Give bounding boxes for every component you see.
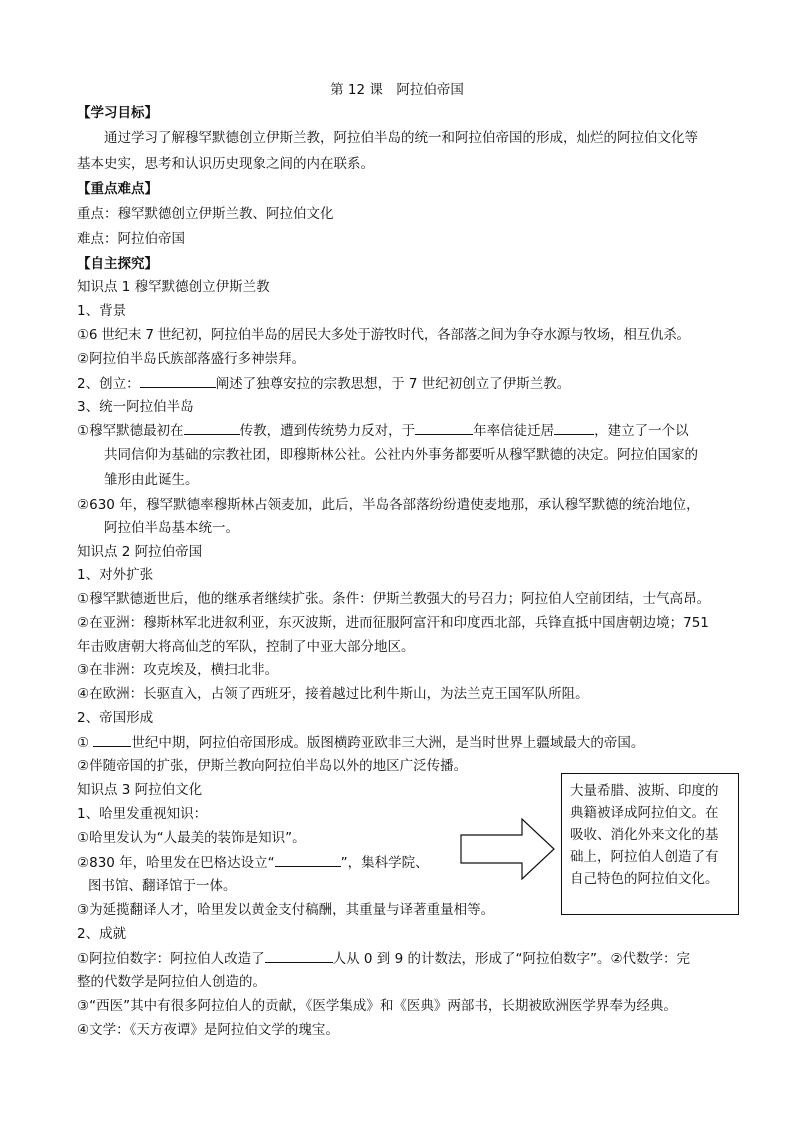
k3-section-2: 2、成就 — [77, 926, 127, 942]
k1-section-2-label: 2、创立： — [77, 376, 140, 392]
k1-paragraph-3: ①穆罕默德最初在 传教，遭到传统势力反对，于 年率信徒迁居 ，建立了一个以 — [77, 423, 689, 439]
k3-paragraph-4-cont: 整的代数学是阿拉伯人创造的。 — [77, 974, 266, 990]
k1-paragraph-4: ②630 年，穆罕默德率穆斯林占领麦加，此后，半岛各部落纷纷遣使麦地那，承认穆罕默德的统治地位， — [77, 497, 700, 513]
k2-paragraph-2: ②在亚洲：穆斯林军北进叙利亚，东灭波斯，进而征服阿富汗和印度西北部，兵锋直抵中国唐朝边境；751 — [77, 615, 709, 631]
k2-paragraph-1: ①穆罕默德逝世后，他的继承者继续扩张。条件：伊斯兰教强大的号召力；阿拉伯人空前团结，士气高昂。 — [77, 591, 711, 607]
k2-paragraph-4: ④在欧洲：长驱直入，占领了西班牙，接着越过比利牛斯山，为法兰克王国军队所阻。 — [77, 686, 589, 702]
k1-section-1: 1、背景 — [77, 303, 127, 319]
k3-paragraph-5: ③“西医”其中有很多阿拉伯人的贡献，《医学集成》和《医典》两部书，长期被欧洲医学界奉为经典。 — [77, 998, 677, 1014]
k2-section-2: 2、帝国形成 — [77, 710, 154, 726]
key-focus: 重点：穆罕默德创立伊斯兰教、阿拉伯文化 — [77, 206, 334, 222]
key-difficulty: 难点：阿拉伯帝国 — [77, 231, 185, 247]
goals-heading: 【学习目标】 — [77, 105, 158, 121]
k3-paragraph-3: ③为延揽翻译人才，哈里发以黄金支付稿酬，其重量与译著重量相等。 — [77, 902, 495, 918]
right-arrow-icon — [460, 818, 556, 880]
blank-founder[interactable] — [140, 374, 216, 388]
k1-section-2-text: 阐述了独尊安拉的宗教思想，于 7 世纪初创立了伊斯兰教。 — [215, 376, 571, 392]
k3-paragraph-2-cont: 图书馆、翻译馆于一体。 — [88, 878, 237, 894]
blank-century[interactable] — [93, 733, 131, 747]
blank-first-preach-place[interactable] — [184, 421, 240, 435]
key-heading: 【重点难点】 — [77, 181, 158, 197]
k2-section-1: 1、对外扩张 — [77, 567, 154, 583]
k1-paragraph-4-cont: 阿拉伯半岛基本统一。 — [104, 520, 239, 536]
k1-section-2 — [77, 374, 570, 393]
k1-paragraph-3-end: 雏形由此诞生。 — [104, 472, 199, 488]
k3-section-1: 1、哈里发重视知识： — [77, 806, 208, 822]
k1-paragraph-3-cont: 共同信仰为基础的宗教社团，即穆斯林公社。公社内外事务都要听从穆罕默德的决定。阿拉伯国家的 — [104, 447, 698, 463]
k3-paragraph-1: ①哈里发认为“人最美的装饰是知识”。 — [77, 830, 306, 846]
blank-migration-year[interactable] — [415, 421, 473, 435]
k3-title: 知识点 3 阿拉伯文化 — [77, 782, 203, 798]
k2-paragraph-2-cont: 年击败唐朝大将高仙芝的军队，控制了中亚大部分地区。 — [77, 639, 415, 655]
k1-paragraph-1: ①6 世纪末 7 世纪初，阿拉伯半岛的居民大多处于游牧时代，各部落之间为争夺水源与牧场，相互仇杀。 — [77, 327, 690, 343]
explore-heading: 【自主探究】 — [77, 256, 158, 272]
k2-title: 知识点 2 阿拉伯帝国 — [77, 544, 203, 560]
k1-section-3: 3、统一阿拉伯半岛 — [77, 399, 194, 415]
k3-paragraph-6: ④文学：《天方夜谭》是阿拉伯文学的瑰宝。 — [77, 1022, 339, 1038]
k2-paragraph-5: ① 世纪中期，阿拉伯帝国形成。版图横跨亚欧非三大洲，是当时世界上疆域最大的帝国。 — [77, 735, 645, 751]
goals-text-2: 基本史实，思考和认识历史现象之间的内在联系。 — [77, 156, 374, 172]
k3-paragraph-2: ②830 年，哈里发在巴格达设立“ ”，集科学院、 — [77, 855, 429, 871]
callout-box: 大量希腊、波斯、印度的典籍被译成阿拉伯文。在吸收、消化外来文化的基础上，阿拉伯人创造了有自己特色的阿拉伯文化。 — [561, 773, 739, 915]
page-title: 第 12 课 阿拉伯帝国 — [330, 82, 464, 98]
k1-title: 知识点 1 穆罕默德创立伊斯兰教 — [77, 279, 270, 295]
k2-paragraph-6: ②伴随帝国的扩张，伊斯兰教向阿拉伯半岛以外的地区广泛传播。 — [77, 758, 468, 774]
blank-migration-place[interactable] — [554, 421, 594, 435]
k1-paragraph-2: ②阿拉伯半岛氏族部落盛行多神崇拜。 — [77, 351, 306, 367]
goals-text-1: 通过学习了解穆罕默德创立伊斯兰教，阿拉伯半岛的统一和阿拉伯帝国的形成，灿烂的阿拉伯文化等 — [104, 130, 698, 146]
k3-paragraph-4: ①阿拉伯数字：阿拉伯人改造了 人从 0 到 9 的计数法，形成了“阿拉伯数字”。②代数学：完 — [77, 951, 691, 967]
blank-numerals-origin[interactable] — [265, 949, 333, 963]
k2-paragraph-3: ③在非洲：攻克埃及，横扫北非。 — [77, 662, 279, 678]
blank-institution[interactable] — [275, 853, 341, 867]
